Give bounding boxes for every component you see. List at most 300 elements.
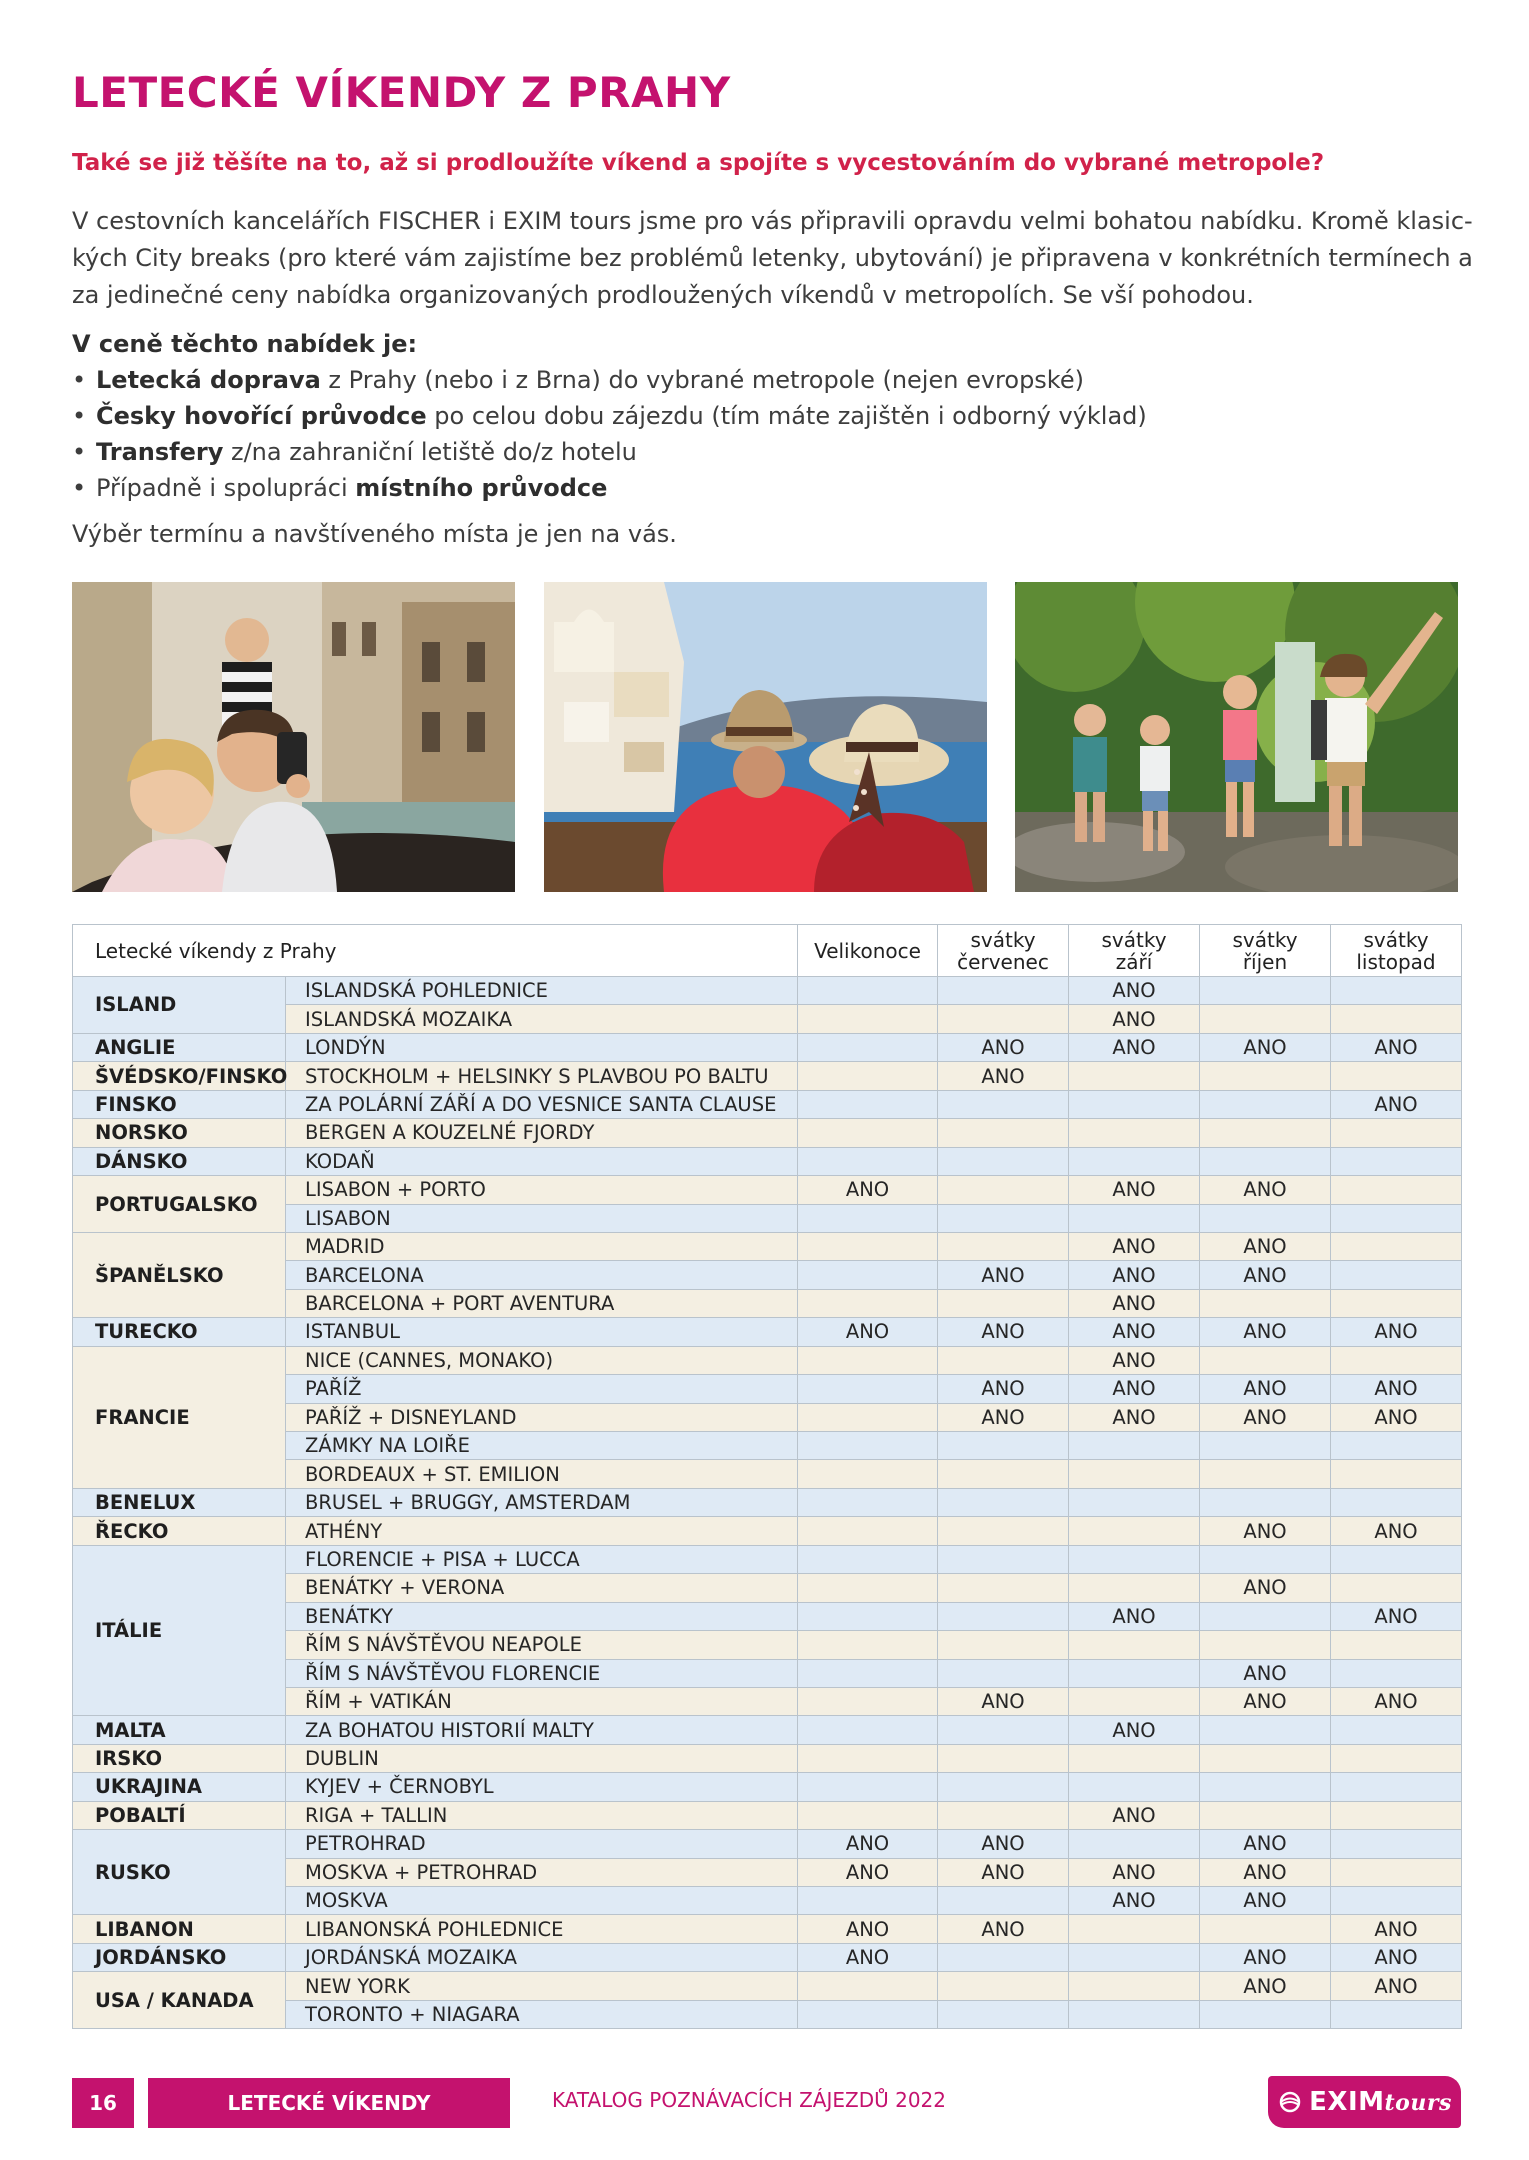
availability-cell <box>1069 1517 1200 1545</box>
country-cell: JORDÁNSKO <box>73 1943 286 1971</box>
availability-cell <box>1331 1289 1462 1317</box>
trip-cell: DUBLIN <box>286 1744 798 1772</box>
trip-cell: LISABON <box>286 1204 798 1232</box>
availability-cell: ANO <box>798 1943 938 1971</box>
availability-cell <box>1200 1005 1331 1033</box>
availability-cell: ANO <box>1069 1375 1200 1403</box>
availability-cell <box>1331 1659 1462 1687</box>
header-line: svátky <box>1363 927 1429 952</box>
table-header-row <box>73 925 1462 977</box>
table-row <box>73 1346 1462 1374</box>
availability-cell <box>798 1375 938 1403</box>
availability-cell: ANO <box>938 1261 1069 1289</box>
availability-cell <box>1200 2000 1331 2028</box>
availability-cell <box>1200 1460 1331 1488</box>
trip-cell: BRUSEL + BRUGGY, AMSTERDAM <box>286 1488 798 1516</box>
availability-cell <box>798 1090 938 1118</box>
intro-line: V cestovních kancelářích FISCHER i EXIM tours jsme pro vás připravili opravdu velmi bohatou nabídku. Kromě klasic- <box>72 207 1473 235</box>
availability-cell <box>1331 1204 1462 1232</box>
availability-cell <box>938 1887 1069 1915</box>
table-row <box>73 1943 1462 1971</box>
availability-cell <box>938 1432 1069 1460</box>
trip-cell: ZA BOHATOU HISTORIÍ MALTY <box>286 1716 798 1744</box>
availability-cell: ANO <box>1069 1176 1200 1204</box>
availability-cell <box>1331 1346 1462 1374</box>
country-cell: ISLAND <box>73 977 286 1034</box>
availability-cell <box>1200 1488 1331 1516</box>
availability-cell <box>938 1517 1069 1545</box>
availability-cell: ANO <box>938 1858 1069 1886</box>
trip-cell: BARCELONA <box>286 1261 798 1289</box>
trip-cell: ZA POLÁRNÍ ZÁŘÍ A DO VESNICE SANTA CLAUSE <box>286 1090 798 1118</box>
availability-cell: ANO <box>938 1687 1069 1715</box>
availability-cell <box>798 1716 938 1744</box>
availability-cell <box>798 1261 938 1289</box>
availability-cell <box>1200 1545 1331 1573</box>
availability-cell <box>938 1972 1069 2000</box>
availability-cell: ANO <box>1069 1858 1200 1886</box>
trip-cell: BERGEN A KOUZELNÉ FJORDY <box>286 1119 798 1147</box>
page-title: LETECKÉ VÍKENDY Z PRAHY <box>72 68 731 117</box>
availability-cell: ANO <box>1200 1375 1331 1403</box>
availability-cell <box>1069 1147 1200 1175</box>
table-row <box>73 1773 1462 1801</box>
availability-cell: ANO <box>1331 1033 1462 1061</box>
table-row <box>73 1972 1462 2000</box>
section-label: LETECKÉ VÍKENDY <box>148 2078 510 2128</box>
availability-cell <box>1069 1830 1200 1858</box>
country-cell: MALTA <box>73 1716 286 1744</box>
availability-cell <box>798 1062 938 1090</box>
availability-cell: ANO <box>798 1176 938 1204</box>
availability-cell <box>798 1033 938 1061</box>
availability-cell <box>1069 1659 1200 1687</box>
availability-cell: ANO <box>938 1403 1069 1431</box>
country-cell: IRSKO <box>73 1744 286 1772</box>
trip-cell: BENÁTKY <box>286 1602 798 1630</box>
table-row <box>73 1801 1462 1829</box>
availability-cell: ANO <box>1200 1972 1331 2000</box>
availability-cell <box>1331 1801 1462 1829</box>
availability-cell <box>1200 1289 1331 1317</box>
item-text: Případně i spolupráci <box>96 474 356 502</box>
item-bold: Transfery <box>96 438 224 466</box>
availability-cell: ANO <box>938 1830 1069 1858</box>
country-cell: RUSKO <box>73 1830 286 1915</box>
country-cell: BENELUX <box>73 1488 286 1516</box>
photo-forest-hikers <box>1015 582 1458 892</box>
availability-cell <box>938 1232 1069 1260</box>
availability-cell <box>1331 1887 1462 1915</box>
availability-cell <box>1331 977 1462 1005</box>
availability-cell <box>1069 1744 1200 1772</box>
table-row <box>73 1033 1462 1061</box>
country-cell: POBALTÍ <box>73 1801 286 1829</box>
table-row <box>73 1232 1462 1260</box>
header-line: červenec <box>957 949 1049 974</box>
availability-cell <box>798 1488 938 1516</box>
header-line: listopad <box>1356 949 1436 974</box>
header-line: svátky <box>1101 927 1167 952</box>
header-line: říjen <box>1242 949 1288 974</box>
availability-cell <box>1331 1232 1462 1260</box>
item-bold: místního průvodce <box>355 474 608 502</box>
availability-cell <box>938 1744 1069 1772</box>
table-row <box>73 1147 1462 1175</box>
availability-cell <box>1069 1915 1200 1943</box>
trip-cell: RIGA + TALLIN <box>286 1801 798 1829</box>
table-row <box>73 1062 1462 1090</box>
availability-cell: ANO <box>1200 1858 1331 1886</box>
table-row <box>73 1488 1462 1516</box>
availability-cell <box>1069 1432 1200 1460</box>
availability-cell: ANO <box>938 1375 1069 1403</box>
availability-cell <box>798 1232 938 1260</box>
availability-cell: ANO <box>1069 1801 1200 1829</box>
availability-cell <box>1069 1090 1200 1118</box>
availability-cell: ANO <box>1200 1517 1331 1545</box>
trip-cell: KODAŇ <box>286 1147 798 1175</box>
availability-cell <box>1069 1972 1200 2000</box>
availability-cell <box>798 1631 938 1659</box>
availability-cell <box>938 1659 1069 1687</box>
availability-cell <box>1069 1204 1200 1232</box>
country-cell: TURECKO <box>73 1318 286 1346</box>
availability-cell <box>798 2000 938 2028</box>
availability-cell <box>1331 1488 1462 1516</box>
availability-cell: ANO <box>1200 1403 1331 1431</box>
availability-cell: ANO <box>1069 1346 1200 1374</box>
availability-cell <box>798 1687 938 1715</box>
availability-cell: ANO <box>1331 1972 1462 2000</box>
availability-cell <box>1331 1005 1462 1033</box>
availability-cell: ANO <box>1069 1005 1200 1033</box>
table-row <box>73 1318 1462 1346</box>
availability-cell <box>1200 1346 1331 1374</box>
header-zari <box>1069 925 1200 977</box>
availability-cell: ANO <box>1069 1289 1200 1317</box>
availability-cell: ANO <box>1331 1403 1462 1431</box>
availability-cell <box>798 1147 938 1175</box>
availability-cell: ANO <box>938 1033 1069 1061</box>
availability-cell <box>1069 1460 1200 1488</box>
trip-cell: MOSKVA <box>286 1887 798 1915</box>
availability-cell <box>1331 1830 1462 1858</box>
country-cell: ŘECKO <box>73 1517 286 1545</box>
trip-cell: PAŘÍŽ <box>286 1375 798 1403</box>
availability-cell: ANO <box>1331 1090 1462 1118</box>
availability-cell <box>798 1773 938 1801</box>
availability-cell: ANO <box>798 1915 938 1943</box>
country-cell: ŠPANĚLSKO <box>73 1232 286 1317</box>
availability-cell: ANO <box>1200 1887 1331 1915</box>
availability-cell: ANO <box>798 1858 938 1886</box>
availability-cell <box>1331 1773 1462 1801</box>
logo-script: tours <box>1384 2090 1452 2116</box>
trip-cell: STOCKHOLM + HELSINKY S PLAVBOU PO BALTU <box>286 1062 798 1090</box>
availability-cell <box>938 1574 1069 1602</box>
availability-cell: ANO <box>1200 1176 1331 1204</box>
trip-cell: ŘÍM + VATIKÁN <box>286 1687 798 1715</box>
country-cell: ITÁLIE <box>73 1545 286 1716</box>
trip-cell: NEW YORK <box>286 1972 798 2000</box>
availability-cell <box>938 1289 1069 1317</box>
trip-cell: KYJEV + ČERNOBYL <box>286 1773 798 1801</box>
price-heading: V ceně těchto nabídek je: <box>72 330 418 358</box>
availability-cell <box>1069 1062 1200 1090</box>
availability-cell <box>938 1716 1069 1744</box>
availability-cell: ANO <box>1331 1687 1462 1715</box>
availability-cell: ANO <box>938 1062 1069 1090</box>
availability-cell <box>1331 1716 1462 1744</box>
table-row <box>73 1176 1462 1204</box>
availability-cell <box>798 1289 938 1317</box>
availability-cell <box>798 1545 938 1573</box>
table-body <box>73 977 1462 2029</box>
trip-cell: LIBANONSKÁ POHLEDNICE <box>286 1915 798 1943</box>
country-cell: LIBANON <box>73 1915 286 1943</box>
availability-cell <box>798 1574 938 1602</box>
lead-question: Také se již těšíte na to, až si prodloužíte víkend a spojíte s vycestováním do vybrané metropole? <box>72 150 1325 176</box>
trip-cell: TORONTO + NIAGARA <box>286 2000 798 2028</box>
availability-cell <box>938 1090 1069 1118</box>
availability-cell: ANO <box>938 1318 1069 1346</box>
availability-cell <box>798 1744 938 1772</box>
flights-table <box>72 924 1462 2029</box>
availability-cell <box>798 1801 938 1829</box>
availability-cell <box>938 1119 1069 1147</box>
availability-cell <box>1331 1261 1462 1289</box>
list-item <box>72 362 1147 398</box>
availability-cell <box>1200 1602 1331 1630</box>
availability-cell: ANO <box>1331 1318 1462 1346</box>
country-cell: ANGLIE <box>73 1033 286 1061</box>
availability-cell <box>1331 1574 1462 1602</box>
availability-cell: ANO <box>1069 1403 1200 1431</box>
availability-cell: ANO <box>1331 1375 1462 1403</box>
availability-cell <box>1200 1773 1331 1801</box>
availability-cell <box>798 1602 938 1630</box>
table-row <box>73 1830 1462 1858</box>
availability-cell <box>1069 1119 1200 1147</box>
availability-cell: ANO <box>1331 1943 1462 1971</box>
trip-cell: ISLANDSKÁ MOZAIKA <box>286 1005 798 1033</box>
header-trips: Letecké víkendy z Prahy <box>73 925 798 977</box>
availability-cell <box>1200 1147 1331 1175</box>
country-cell: NORSKO <box>73 1119 286 1147</box>
availability-cell <box>1069 2000 1200 2028</box>
availability-cell <box>798 1403 938 1431</box>
table-row <box>73 1744 1462 1772</box>
availability-cell <box>1331 1631 1462 1659</box>
trip-cell: JORDÁNSKÁ MOZAIKA <box>286 1943 798 1971</box>
availability-cell: ANO <box>1200 1943 1331 1971</box>
availability-cell: ANO <box>1200 1830 1331 1858</box>
availability-cell: ANO <box>1200 1261 1331 1289</box>
availability-cell <box>938 1488 1069 1516</box>
availability-cell <box>798 1887 938 1915</box>
trip-cell: LISABON + PORTO <box>286 1176 798 1204</box>
availability-cell: ANO <box>1200 1318 1331 1346</box>
availability-cell: ANO <box>1200 1574 1331 1602</box>
availability-cell <box>1069 1687 1200 1715</box>
availability-cell <box>938 1631 1069 1659</box>
trip-cell: NICE (CANNES, MONAKO) <box>286 1346 798 1374</box>
availability-cell <box>1331 1062 1462 1090</box>
availability-cell <box>1331 1545 1462 1573</box>
list-item <box>72 434 1147 470</box>
availability-cell <box>1200 1744 1331 1772</box>
availability-cell: ANO <box>1069 1232 1200 1260</box>
availability-cell <box>938 1176 1069 1204</box>
trip-cell: FLORENCIE + PISA + LUCCA <box>286 1545 798 1573</box>
availability-cell <box>1200 1062 1331 1090</box>
photo-venice-gondola <box>72 582 515 892</box>
availability-cell <box>938 1801 1069 1829</box>
availability-cell <box>938 1545 1069 1573</box>
list-item <box>72 398 1147 434</box>
availability-cell: ANO <box>1331 1915 1462 1943</box>
availability-cell: ANO <box>798 1318 938 1346</box>
trip-cell: ISTANBUL <box>286 1318 798 1346</box>
table-row <box>73 1119 1462 1147</box>
availability-cell <box>1200 977 1331 1005</box>
page-number: 16 <box>72 2078 134 2128</box>
country-cell: PORTUGALSKO <box>73 1176 286 1233</box>
intro-line: kých City breaks (pro které vám zajistíme bez problémů letenky, ubytování) je připravena v konkrétních termínech a <box>72 244 1473 272</box>
availability-cell <box>1331 1147 1462 1175</box>
trip-cell: ATHÉNY <box>286 1517 798 1545</box>
country-cell: FINSKO <box>73 1090 286 1118</box>
availability-cell <box>938 1602 1069 1630</box>
availability-cell <box>798 1119 938 1147</box>
availability-cell <box>798 1432 938 1460</box>
exim-tours-logo <box>1268 2076 1461 2128</box>
trip-cell: PETROHRAD <box>286 1830 798 1858</box>
table-row <box>73 1090 1462 1118</box>
logo-wordmark <box>1309 2087 1452 2117</box>
trip-cell: ZÁMKY NA LOIŘE <box>286 1432 798 1460</box>
header-line: svátky <box>1232 927 1298 952</box>
availability-cell: ANO <box>1200 1659 1331 1687</box>
availability-cell <box>798 977 938 1005</box>
trip-cell: LONDÝN <box>286 1033 798 1061</box>
availability-cell <box>798 1659 938 1687</box>
availability-cell <box>1069 1574 1200 1602</box>
trip-cell: ISLANDSKÁ POHLEDNICE <box>286 977 798 1005</box>
availability-cell <box>1069 1631 1200 1659</box>
availability-cell <box>1331 1432 1462 1460</box>
item-text: z/na zahraniční letiště do/z hotelu <box>223 438 637 466</box>
intro-paragraph <box>72 203 1473 314</box>
trip-cell: BORDEAUX + ST. EMILION <box>286 1460 798 1488</box>
availability-cell: ANO <box>1069 1261 1200 1289</box>
availability-cell <box>1200 1801 1331 1829</box>
trip-cell: MADRID <box>286 1232 798 1260</box>
availability-cell <box>938 1773 1069 1801</box>
header-rijen <box>1200 925 1331 977</box>
list-item <box>72 470 1147 506</box>
availability-cell <box>1200 1915 1331 1943</box>
trip-cell: ŘÍM S NÁVŠTĚVOU NEAPOLE <box>286 1631 798 1659</box>
table-row <box>73 1517 1462 1545</box>
country-cell: FRANCIE <box>73 1346 286 1488</box>
availability-cell <box>938 1204 1069 1232</box>
availability-cell <box>938 1460 1069 1488</box>
item-text: po celou dobu zájezdu (tím máte zajištěn i odborný výklad) <box>426 402 1147 430</box>
availability-cell <box>1200 1090 1331 1118</box>
availability-cell: ANO <box>938 1915 1069 1943</box>
availability-cell <box>1331 1858 1462 1886</box>
availability-cell: ANO <box>1069 1887 1200 1915</box>
catalog-label: KATALOG POZNÁVACÍCH ZÁJEZDŮ 2022 <box>552 2088 947 2112</box>
country-cell: USA / KANADA <box>73 1972 286 2029</box>
availability-cell: ANO <box>1069 1602 1200 1630</box>
availability-cell: ANO <box>1331 1517 1462 1545</box>
availability-cell <box>938 2000 1069 2028</box>
availability-cell: ANO <box>798 1830 938 1858</box>
availability-cell <box>1331 1119 1462 1147</box>
availability-cell: ANO <box>1069 1716 1200 1744</box>
item-text: z Prahy (nebo i z Brna) do vybrané metropole (nejen evropské) <box>320 366 1084 394</box>
availability-cell <box>1200 1119 1331 1147</box>
availability-cell <box>1331 1744 1462 1772</box>
item-bold: Letecká doprava <box>96 366 321 394</box>
availability-cell: ANO <box>1069 1318 1200 1346</box>
availability-cell <box>1331 1176 1462 1204</box>
header-cervenec <box>938 925 1069 977</box>
availability-cell <box>1200 1432 1331 1460</box>
country-cell: UKRAJINA <box>73 1773 286 1801</box>
availability-cell <box>1069 1943 1200 1971</box>
availability-cell <box>798 1517 938 1545</box>
availability-cell <box>1200 1204 1331 1232</box>
country-cell: DÁNSKO <box>73 1147 286 1175</box>
availability-cell <box>798 1005 938 1033</box>
choice-note: Výběr termínu a navštíveného místa je jen na vás. <box>72 520 677 548</box>
header-listopad <box>1331 925 1462 977</box>
table-row <box>73 977 1462 1005</box>
availability-cell <box>798 1460 938 1488</box>
availability-cell <box>798 1972 938 2000</box>
country-cell: ŠVÉDSKO/FINSKO <box>73 1062 286 1090</box>
intro-line: za jedinečné ceny nabídka organizovaných prodloužených víkendů v metropolích. Se vší pohodou. <box>72 281 1254 309</box>
logo-main: EXIM <box>1309 2087 1385 2117</box>
table-row <box>73 1915 1462 1943</box>
table-row <box>73 1716 1462 1744</box>
availability-cell <box>938 1147 1069 1175</box>
availability-cell <box>1200 1631 1331 1659</box>
trip-cell: PAŘÍŽ + DISNEYLAND <box>286 1403 798 1431</box>
trip-cell: MOSKVA + PETROHRAD <box>286 1858 798 1886</box>
availability-cell: ANO <box>1069 1033 1200 1061</box>
availability-cell: ANO <box>1069 977 1200 1005</box>
table-row <box>73 1545 1462 1573</box>
header-line: září <box>1115 949 1153 974</box>
availability-cell <box>1200 1716 1331 1744</box>
availability-cell <box>798 1204 938 1232</box>
item-bold: Česky hovořící průvodce <box>96 402 427 430</box>
sun-swirl-icon <box>1277 2089 1303 2115</box>
photo-santorini-couple <box>544 582 987 892</box>
availability-cell: ANO <box>1200 1033 1331 1061</box>
availability-cell <box>798 1346 938 1374</box>
availability-cell <box>938 1943 1069 1971</box>
availability-cell <box>1069 1488 1200 1516</box>
availability-cell <box>1331 1460 1462 1488</box>
availability-cell <box>1069 1773 1200 1801</box>
header-line: svátky <box>970 927 1036 952</box>
